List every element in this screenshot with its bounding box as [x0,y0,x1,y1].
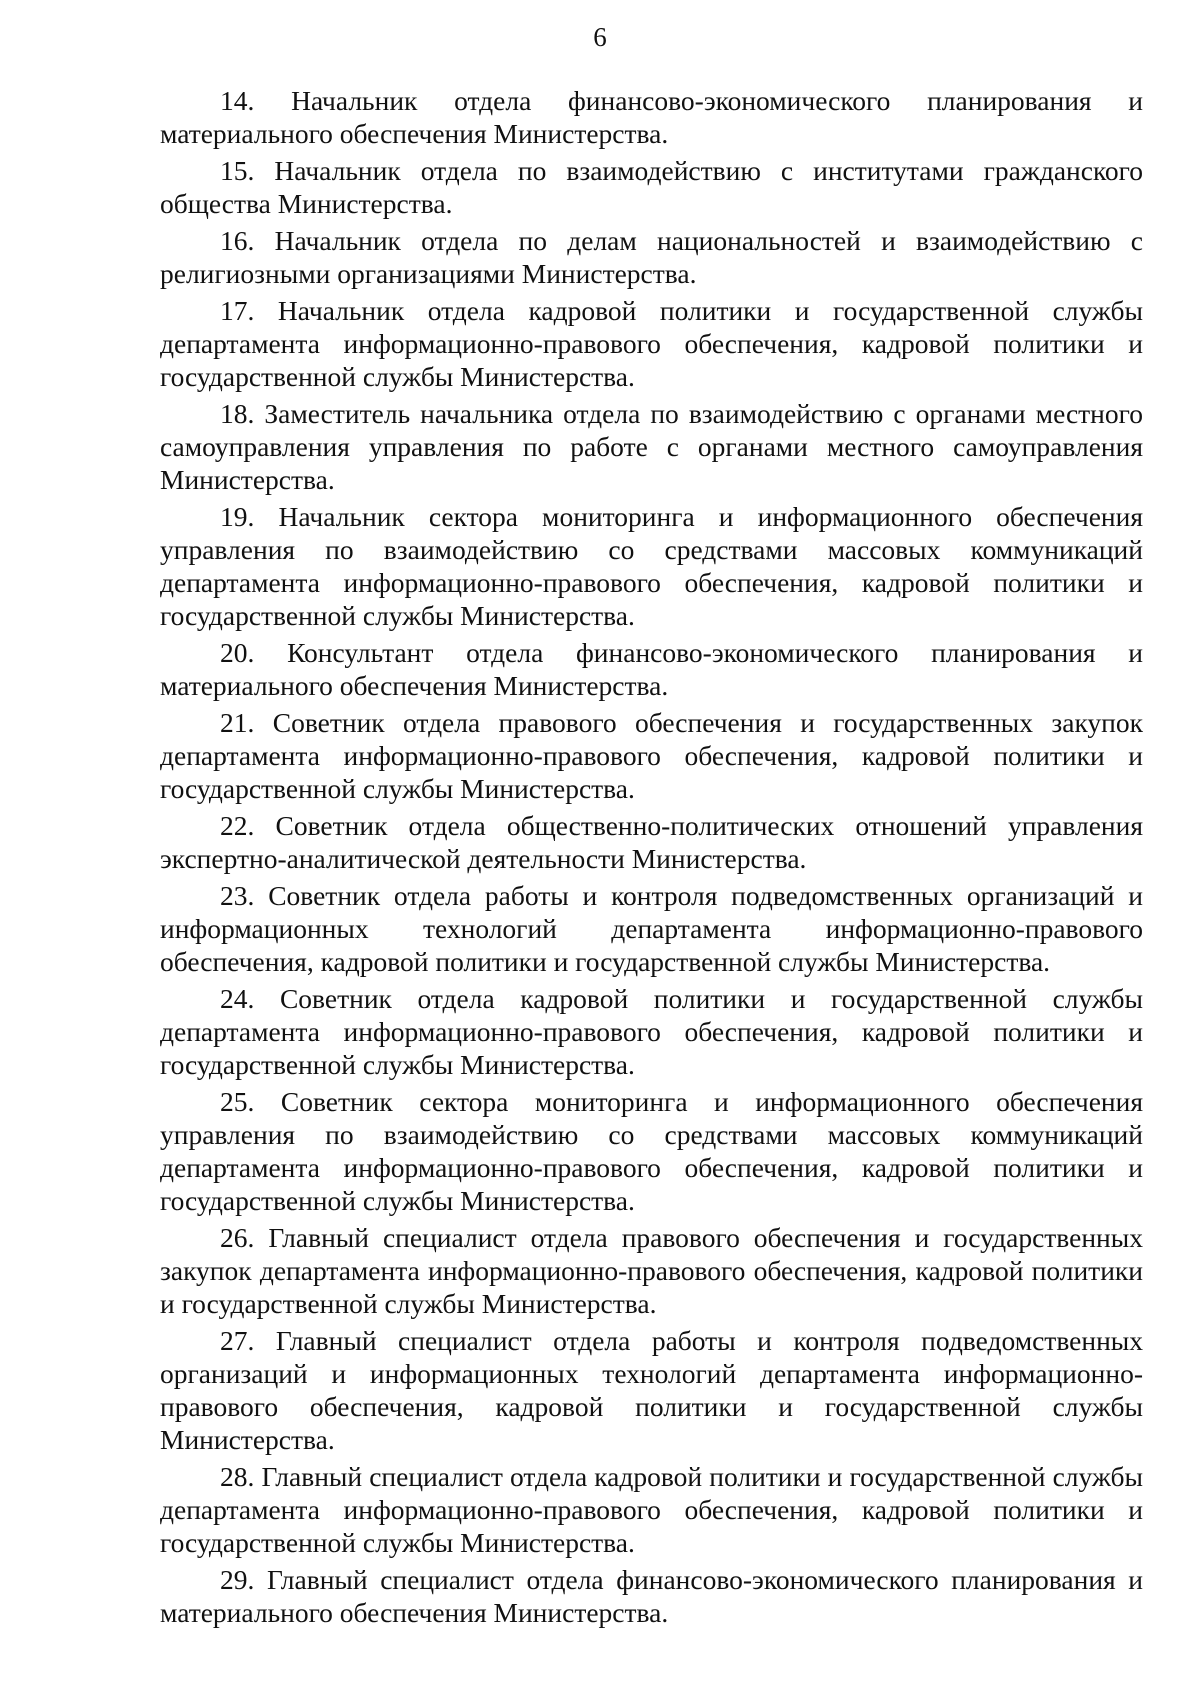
list-item [160,809,1143,875]
list-item [160,224,1143,290]
list-item [160,1563,1143,1629]
item-number: 22. [220,810,255,841]
item-text: Заместитель начальника отдела по взаимодействию с органами местного самоуправления управления по работе с органами местного самоуправления Министерства. [160,398,1143,495]
item-number: 27. [220,1325,255,1356]
list-item [160,706,1143,805]
list-item [160,1460,1143,1559]
list-item [160,154,1143,220]
item-number: 25. [220,1086,255,1117]
page-number: 6 [593,22,607,52]
list-item [160,1085,1143,1217]
item-number: 28. [220,1461,255,1492]
item-text: Советник отдела правового обеспечения и государственных закупок департамента информационно-правового обеспечения, кадровой политики и государственной службы Министерства. [160,707,1143,804]
item-text: Главный специалист отдела финансово-экономического планирования и материального обеспечения Министерства. [160,1564,1144,1628]
item-text: Начальник отдела финансово-экономического планирования и материального обеспечения Министерства. [160,85,1144,149]
item-text: Начальник сектора мониторинга и информационного обеспечения управления по взаимодействию со средствами массовых коммуникаций департамента информационно-правового обеспечения, кадровой политики и государственной службы Министерства. [160,501,1143,631]
item-text: Консультант отдела финансово-экономического планирования и материального обеспечения Министерства. [160,637,1143,701]
item-number: 23. [220,880,255,911]
item-text: Начальник отдела кадровой политики и государственной службы департамента информационно-правового обеспечения, кадровой политики и государственной службы Министерства. [160,295,1143,392]
item-text: Советник сектора мониторинга и информационного обеспечения управления по взаимодействию со средствами массовых коммуникаций департамента информационно-правового обеспечения, кадровой политики и государственной службы Министерства. [160,1086,1143,1216]
list-item [160,397,1143,496]
item-text: Главный специалист отдела работы и контроля подведомственных организаций и информационных технологий департамента информационно-правового обеспечения, кадровой политики и государственной службы Министерства. [160,1325,1144,1455]
item-text: Советник отдела работы и контроля подведомственных организаций и информационных технологий департамента информационно-правового обеспечения, кадровой политики и государственной службы Министерства. [160,880,1143,977]
item-text: Советник отдела кадровой политики и государственной службы департамента информационно-правового обеспечения, кадровой политики и государственной службы Министерства. [160,983,1143,1080]
item-number: 17. [220,295,255,326]
item-number: 24. [220,983,255,1014]
item-text: Главный специалист отдела правового обеспечения и государственных закупок департамента информационно-правового обеспечения, кадровой политики и государственной службы Министерства. [160,1222,1143,1319]
list-item [160,1324,1143,1456]
list-item [160,84,1143,150]
item-number: 20. [220,637,255,668]
item-number: 21. [220,707,255,738]
item-text: Начальник отдела по делам национальностей и взаимодействию с религиозными организациями Министерства. [160,225,1143,289]
item-number: 16. [220,225,255,256]
position-list [160,84,1143,1633]
item-text: Советник отдела общественно-политических отношений управления экспертно-аналитической деятельности Министерства. [160,810,1143,874]
item-number: 19. [220,501,255,532]
list-item [160,879,1143,978]
list-item [160,500,1143,632]
list-item [160,982,1143,1081]
list-item [160,294,1143,393]
list-item [160,636,1143,702]
list-item [160,1221,1143,1320]
item-text: Начальник отдела по взаимодействию с институтами гражданского общества Министерства. [160,155,1144,219]
item-text: Главный специалист отдела кадровой политики и государственной службы департамента информационно-правового обеспечения, кадровой политики и государственной службы Министерства. [160,1461,1143,1558]
item-number: 18. [220,398,255,429]
item-number: 26. [220,1222,255,1253]
item-number: 14. [220,85,255,116]
item-number: 15. [220,155,255,186]
item-number: 29. [220,1564,255,1595]
